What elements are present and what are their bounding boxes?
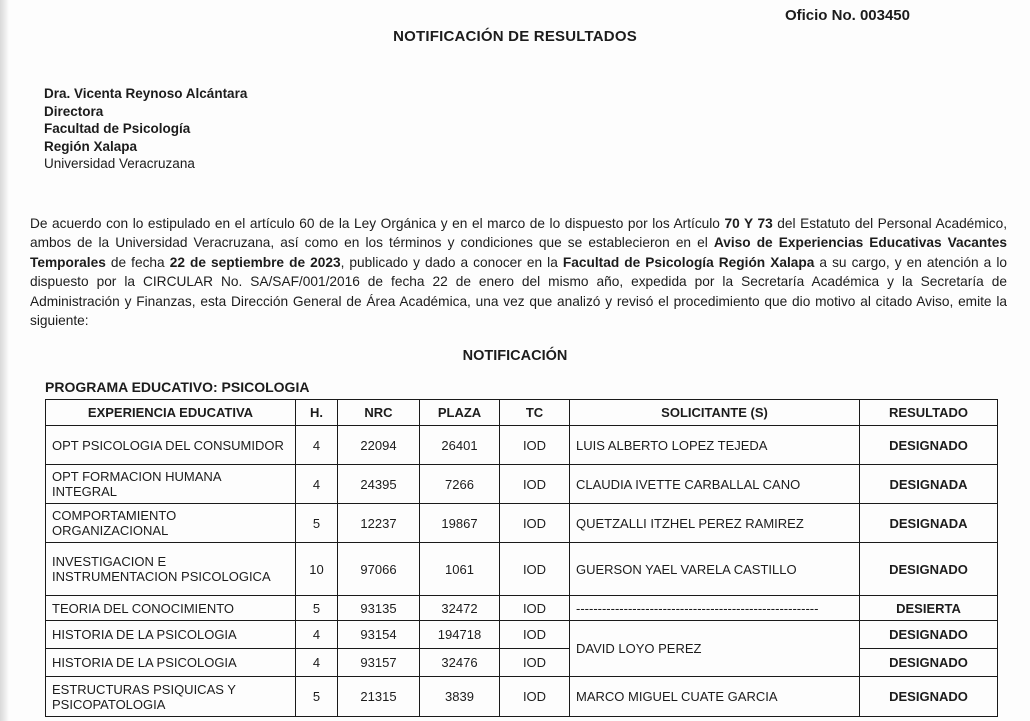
cell-resultado: DESIGNADA [860,504,998,543]
cell-tc: IOD [500,504,570,543]
recipient-block [44,85,247,173]
document-title: NOTIFICACIÓN DE RESULTADOS [393,28,637,45]
cell-plaza: 1061 [420,543,500,596]
recipient-region: Región Xalapa [44,138,138,154]
results-table-body [46,426,998,717]
cell-resultado: DESIGNADO [860,543,998,596]
body-text: De acuerdo con lo estipulado en el artículo 60 de la Ley Orgánica y en el marco de lo dispuesto por los Artículo [30,215,725,231]
cell-plaza: 32476 [420,649,500,677]
body-text-bold: 22 de septiembre de 2023 [169,254,341,270]
cell-tc: IOD [500,426,570,465]
cell-solicitante: DAVID LOYO PEREZ [570,621,860,677]
cell-horas: 4 [296,649,338,677]
table-row [46,504,998,543]
table-row [46,426,998,465]
cell-nrc: 22094 [338,426,420,465]
cell-plaza: 32472 [420,596,500,621]
cell-nrc: 21315 [338,677,420,717]
column-header: H. [296,400,338,426]
body-text: de fecha [105,254,170,270]
table-row [46,543,998,596]
cell-plaza: 19867 [420,504,500,543]
cell-solicitante: QUETZALLI ITZHEL PEREZ RAMIREZ [570,504,860,543]
recipient-faculty: Facultad de Psicología [44,121,191,137]
cell-nrc: 93135 [338,596,420,621]
cell-horas: 4 [296,621,338,649]
body-paragraph [30,214,1007,331]
cell-tc: IOD [500,621,570,649]
cell-tc: IOD [500,649,570,677]
program-label: PROGRAMA EDUCATIVO: PSICOLOGIA [45,379,310,395]
cell-tc: IOD [500,543,570,596]
cell-resultado: DESIGNADO [860,649,998,677]
column-header: NRC [338,400,420,426]
cell-resultado: DESIGNADO [860,426,998,465]
cell-nrc: 12237 [338,504,420,543]
cell-solicitante: MARCO MIGUEL CUATE GARCIA [570,677,860,717]
table-row [46,596,998,621]
cell-nrc: 97066 [338,543,420,596]
body-text-bold: 70 Y 73 [724,215,773,231]
cell-resultado: DESIGNADA [860,465,998,504]
cell-tc: IOD [500,596,570,621]
cell-horas: 5 [296,504,338,543]
cell-experiencia-educativa: ESTRUCTURAS PSIQUICAS Y PSICOPATOLOGIA [46,677,296,717]
column-header: SOLICITANTE (S) [570,400,860,426]
oficio-number: Oficio No. 003450 [784,7,910,24]
cell-experiencia-educativa: OPT FORMACION HUMANA INTEGRAL [46,465,296,504]
cell-resultado: DESIGNADO [860,621,998,649]
cell-plaza: 194718 [420,621,500,649]
cell-plaza: 3839 [420,677,500,717]
cell-experiencia-educativa: OPT PSICOLOGIA DEL CONSUMIDOR [46,426,296,465]
cell-solicitante: LUIS ALBERTO LOPEZ TEJEDA [570,426,860,465]
body-text-bold: Facultad de Psicología Región Xalapa [562,254,815,270]
column-header: RESULTADO [860,400,998,426]
cell-experiencia-educativa: INVESTIGACION E INSTRUMENTACION PSICOLOGICA [46,543,296,596]
body-text: , publicado y dado a conocer en la [340,254,563,270]
recipient-role: Directora [44,103,104,119]
table-row [46,621,998,649]
cell-plaza: 7266 [420,465,500,504]
cell-horas: 5 [296,677,338,717]
cell-solicitante: GUERSON YAEL VARELA CASTILLO [570,543,860,596]
cell-tc: IOD [500,677,570,717]
cell-experiencia-educativa: HISTORIA DE LA PSICOLOGIA [46,649,296,677]
notification-heading: NOTIFICACIÓN [462,348,568,364]
cell-plaza: 26401 [420,426,500,465]
table-row [46,677,998,717]
body-text: a su cargo, y en atención a lo dispuesto por la CIRCULAR No. SA/SAF/001/2016 de fecha 22 de enero del mismo año, expedida por la Secretaría Académica y la Secretaría de Administración y Finanzas, esta Dirección General de Área Académica, una vez que analizó y revisó el procedimiento que dio motivo al citado Aviso, emite la siguiente: [30,254,1007,329]
body-text: del Estatuto del Personal Académico, ambos de la Universidad Veracruzana, así como en los términos y condiciones que se establecieron en el [30,215,1007,251]
cell-solicitante: -------------------------------------------------------- [570,596,860,621]
column-header: EXPERIENCIA EDUCATIVA [46,400,296,426]
cell-nrc: 93154 [338,621,420,649]
cell-tc: IOD [500,465,570,504]
cell-resultado: DESIERTA [860,596,998,621]
table-row [46,465,998,504]
cell-nrc: 24395 [338,465,420,504]
column-header: PLAZA [420,400,500,426]
results-table-header [46,400,998,426]
cell-horas: 5 [296,596,338,621]
recipient-university: Universidad Veracruzana [44,156,195,172]
cell-resultado: DESIGNADO [860,677,998,717]
cell-horas: 10 [296,543,338,596]
column-header: TC [500,400,570,426]
cell-experiencia-educativa: COMPORTAMIENTO ORGANIZACIONAL [46,504,296,543]
cell-experiencia-educativa: TEORIA DEL CONOCIMIENTO [46,596,296,621]
header-row [46,400,998,426]
cell-horas: 4 [296,426,338,465]
cell-nrc: 93157 [338,649,420,677]
cell-experiencia-educativa: HISTORIA DE LA PSICOLOGIA [46,621,296,649]
cell-horas: 4 [296,465,338,504]
cell-solicitante: CLAUDIA IVETTE CARBALLAL CANO [570,465,860,504]
body-text-bold: Aviso de Experiencias Educativas Vacantes Temporales [30,235,1007,270]
recipient-name: Dra. Vicenta Reynoso Alcántara [44,86,248,101]
results-table [45,399,998,717]
